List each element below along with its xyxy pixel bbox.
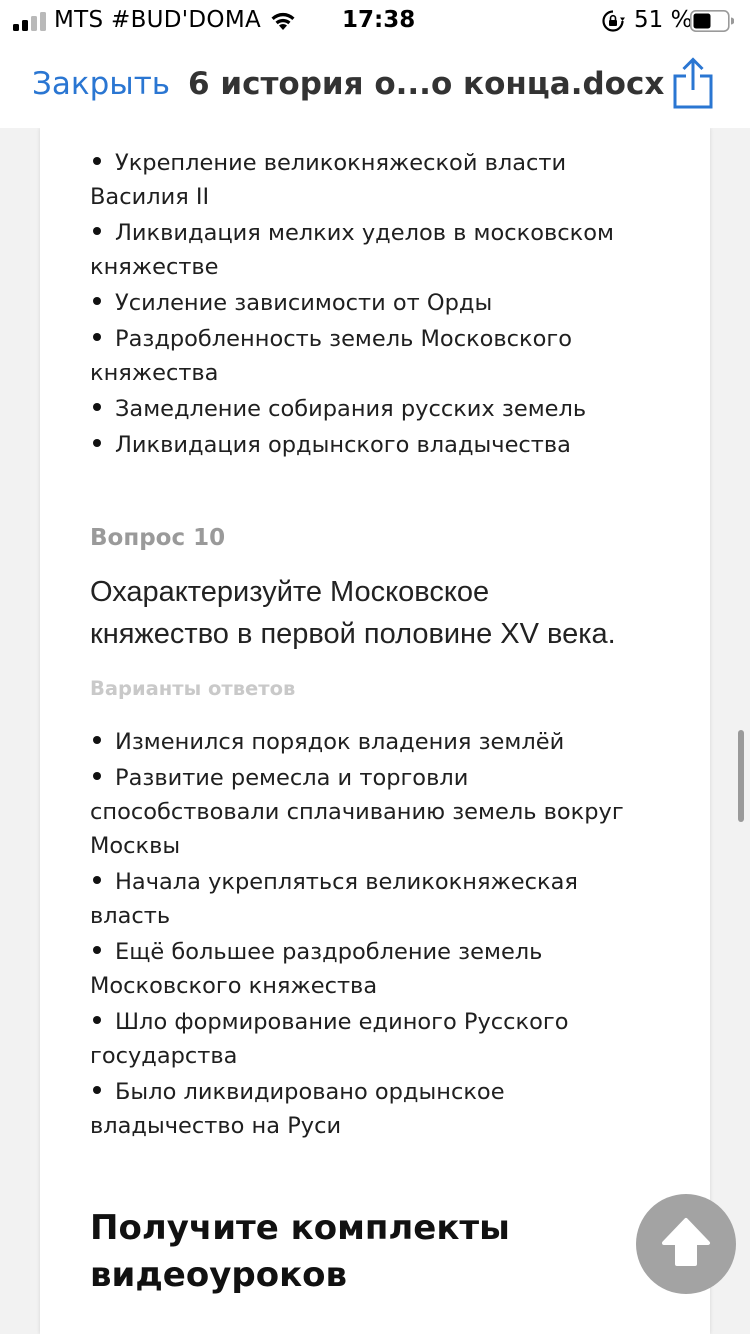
list-item: Усиление зависимости от Орды <box>90 286 670 320</box>
list-item: Раздробленность земель Московского княжества <box>90 326 572 386</box>
bullet-icon <box>93 157 101 165</box>
rotation-lock-icon <box>601 9 625 33</box>
battery-icon <box>690 10 734 32</box>
arrow-up-icon <box>636 1194 736 1294</box>
list-item: Шло формирование единого Русского государства <box>90 1009 569 1069</box>
answer-option-list <box>90 725 670 1145</box>
list-item: Начала укрепляться великокняжеская власть <box>90 869 578 929</box>
bullet-icon <box>93 1016 101 1024</box>
bullet-icon <box>93 439 101 447</box>
close-button[interactable]: Закрыть <box>32 66 171 102</box>
scroll-to-top-button[interactable] <box>636 1194 736 1294</box>
list-item: Ещё большее раздробление земель Московского княжества <box>90 939 543 999</box>
promo-heading: Получите комплекты видеоуроков <box>90 1208 510 1295</box>
share-icon[interactable] <box>670 56 716 110</box>
bullet-icon <box>93 946 101 954</box>
list-item: Замедление собирания русских земель <box>90 392 670 426</box>
list-item: Развитие ремесла и торговли способствовали сплачиванию земель вокруг Москвы <box>90 765 624 859</box>
document-viewport[interactable] <box>0 128 750 1334</box>
status-bar <box>0 0 750 42</box>
bullet-icon <box>93 227 101 235</box>
list-item: Изменился порядок владения землёй <box>90 725 670 759</box>
battery-percent: 51 % <box>634 7 693 33</box>
carrier-name: MTS #BUD'DOMA <box>54 7 262 33</box>
document-title: 6 история о...о конца.docx <box>188 66 665 102</box>
bullet-icon <box>93 297 101 305</box>
question-number-label: Вопрос 10 <box>90 525 226 551</box>
list-item: Ликвидация мелких уделов в московском княжестве <box>90 220 614 280</box>
clock: 17:38 <box>342 7 416 33</box>
scrollbar-thumb[interactable] <box>738 730 744 822</box>
bullet-icon <box>93 403 101 411</box>
bullet-icon <box>93 333 101 341</box>
bullet-icon <box>93 876 101 884</box>
list-item: Ликвидация ордынского владычества <box>90 428 670 462</box>
list-item: Укрепление великокняжеской власти Василия II <box>90 150 567 210</box>
question-text: Охарактеризуйте Московское княжество в первой половине XV века. <box>90 576 616 650</box>
bullet-icon <box>93 1086 101 1094</box>
wifi-icon <box>268 9 298 33</box>
answer-options-label: Варианты ответов <box>90 677 296 700</box>
bullet-icon <box>93 736 101 744</box>
list-item: Было ликвидировано ордынское владычество на Руси <box>90 1079 505 1139</box>
document-nav-bar <box>0 42 750 128</box>
bullet-icon <box>93 772 101 780</box>
cellular-signal-icon <box>13 11 47 31</box>
previous-answer-list <box>90 146 670 464</box>
